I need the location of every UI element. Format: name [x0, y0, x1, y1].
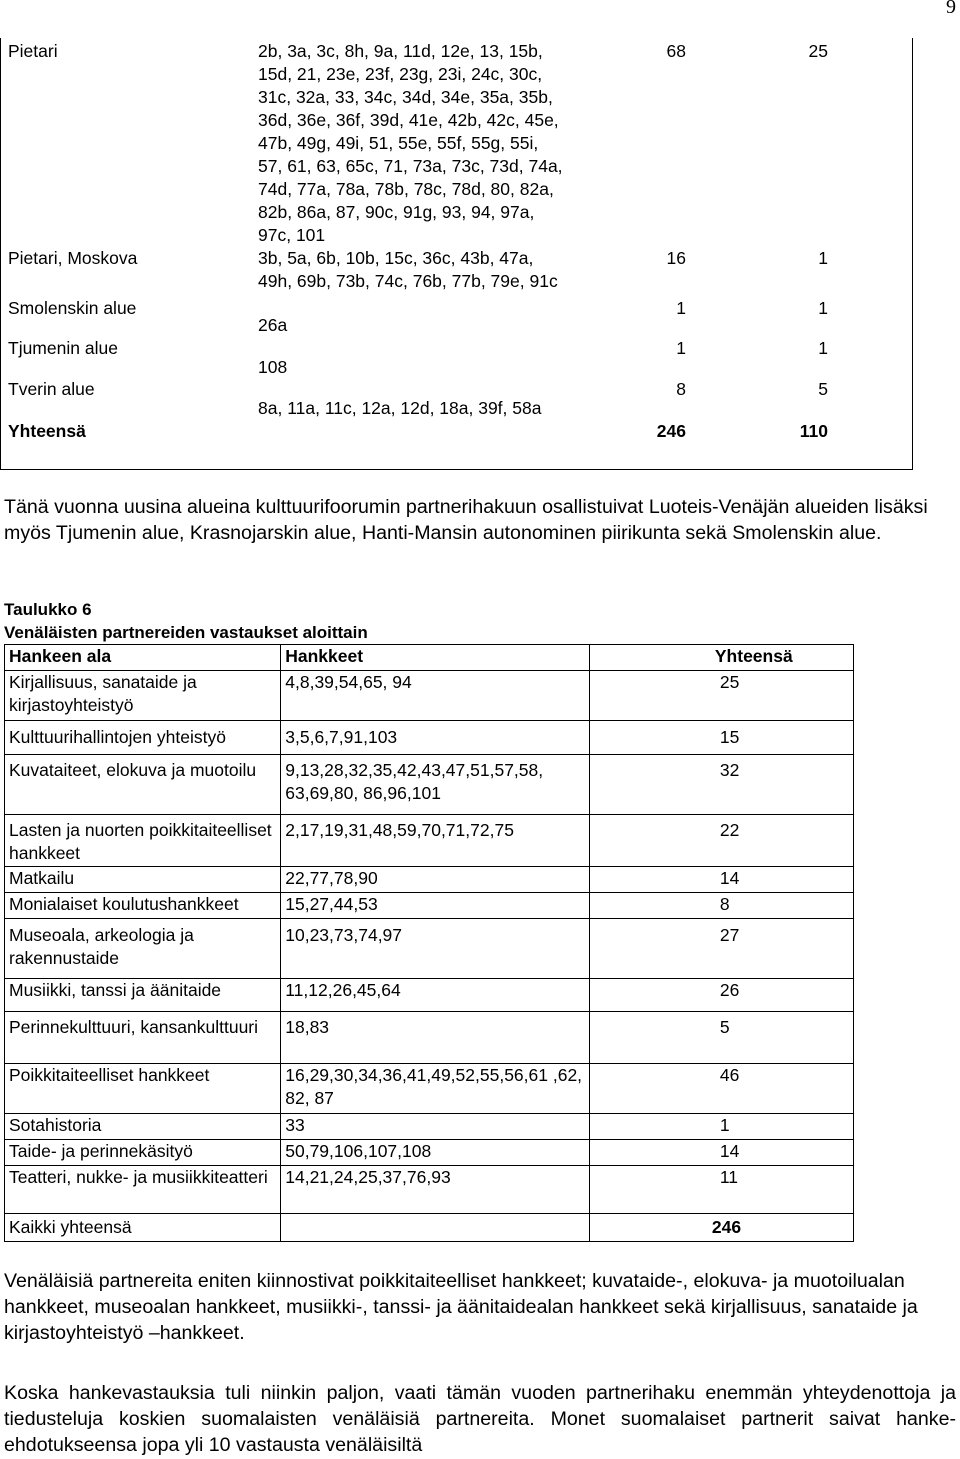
region-projects	[258, 397, 618, 420]
cell-total: 46	[589, 1064, 853, 1114]
total-label: Kaikki yhteensä	[5, 1214, 281, 1242]
table-row	[5, 755, 854, 815]
paragraph-interests: Venäläisiä partnereita eniten kiinnostivat poikkitaiteelliset hankkeet; kuvataide-, elokuva- ja muotoilualan hankkeet, museoalan hankkeet, musiikki-, tanssi- ja äänitaidealan hankkeet sekä kirjallisuus, sanataide ja kirjastoyhteistyö –hankkeet.	[4, 1270, 918, 1344]
paragraph-responses: Koska hankevastauksia tuli niinkin paljon, vaati tämän vuoden partnerihaku enemmän yhteydenottoja ja tiedusteluja koskien suomalaisten venäläisiä partnereita. Monet suomalaiset partnerit saivat hanke-ehdotukseensa jopa yli 10 vastausta venäläisiltä	[4, 1382, 956, 1456]
cell-total: 11	[589, 1166, 853, 1214]
region-name: Pietari, Moskova	[8, 248, 138, 268]
cell-total: 15	[589, 721, 853, 755]
cell-projects: 14,21,24,25,37,76,93	[281, 1166, 590, 1214]
cell-total: 8	[589, 893, 853, 919]
region-count-1: 68	[666, 41, 686, 61]
cell-projects: 33	[281, 1114, 590, 1140]
projects-line: 26a	[258, 315, 288, 335]
total-empty-cell	[281, 1214, 590, 1242]
cell-projects: 18,83	[281, 1012, 590, 1064]
projects-line: 3b, 5a, 6b, 10b, 15c, 36c, 43b, 47a,	[258, 248, 534, 268]
cell-field: Perinnekulttuuri, kansankulttuuri	[5, 1012, 281, 1064]
projects-line: 82b, 86a, 87, 90c, 91g, 93, 94, 97a,	[258, 202, 535, 222]
cell-field: Musiikki, tanssi ja äänitaide	[5, 979, 281, 1012]
cell-field: Museoala, arkeologia ja rakennustaide	[5, 919, 281, 979]
projects-line: 47b, 49g, 49i, 51, 55e, 55f, 55g, 55i,	[258, 133, 539, 153]
table-row	[5, 1012, 854, 1064]
projects-line: 31c, 32a, 33, 34c, 34d, 34e, 35a, 35b,	[258, 87, 553, 107]
region-count-2: 5	[818, 379, 828, 399]
cell-field: Taide- ja perinnekäsityö	[5, 1140, 281, 1166]
cell-total: 14	[589, 1140, 853, 1166]
projects-line: 49h, 69b, 73b, 74c, 76b, 77b, 79e, 91c	[258, 271, 558, 291]
projects-line: 108	[258, 357, 288, 377]
cell-field: Sotahistoria	[5, 1114, 281, 1140]
table-row	[5, 1064, 854, 1114]
cell-projects: 15,27,44,53	[281, 893, 590, 919]
projects-line: 36d, 36e, 36f, 39d, 41e, 42b, 42c, 45e,	[258, 110, 559, 130]
cell-field: Kulttuurihallintojen yhteistyö	[5, 721, 281, 755]
cell-total: 25	[589, 671, 853, 721]
table-row	[5, 919, 854, 979]
region-name: Tjumenin alue	[8, 338, 118, 358]
cell-projects: 11,12,26,45,64	[281, 979, 590, 1012]
table-row	[5, 1140, 854, 1166]
page-number: 9	[946, 0, 956, 18]
cell-field: Matkailu	[5, 867, 281, 893]
header-field: Hankeen ala	[5, 645, 281, 671]
cell-projects: 16,29,30,34,36,41,49,52,55,56,61 ,62, 82, 87	[281, 1064, 590, 1114]
table-row	[5, 1166, 854, 1214]
region-count-1: 1	[676, 338, 686, 358]
region-count-2: 1	[818, 298, 828, 318]
cell-field: Teatteri, nukke- ja musiikkiteatteri	[5, 1166, 281, 1214]
cell-field: Lasten ja nuorten poikkitaiteelliset hankkeet	[5, 815, 281, 867]
projects-line: 8a, 11a, 11c, 12a, 12d, 18a, 39f, 58a	[258, 398, 542, 418]
cell-total: 22	[589, 815, 853, 867]
total-count-2: 110	[799, 421, 828, 441]
cell-projects: 4,8,39,54,65, 94	[281, 671, 590, 721]
table-border-right	[912, 38, 913, 469]
cell-field: Kuvataiteet, elokuva ja muotoilu	[5, 755, 281, 815]
table-row	[5, 979, 854, 1012]
table6	[4, 644, 854, 1242]
region-count-1: 8	[676, 379, 686, 399]
region-projects	[258, 40, 618, 247]
table-row	[5, 893, 854, 919]
projects-line: 97c, 101	[258, 225, 326, 245]
projects-line: 74d, 77a, 78a, 78b, 78c, 78d, 80, 82a,	[258, 179, 554, 199]
table6-caption: Taulukko 6	[4, 600, 92, 619]
cell-projects: 3,5,6,7,91,103	[281, 721, 590, 755]
cell-projects: 22,77,78,90	[281, 867, 590, 893]
region-count-1: 16	[666, 248, 686, 268]
cell-projects: 10,23,73,74,97	[281, 919, 590, 979]
projects-line: 2b, 3a, 3c, 8h, 9a, 11d, 12e, 13, 15b,	[258, 41, 543, 61]
cell-total: 5	[589, 1012, 853, 1064]
table6-header-row	[5, 645, 854, 671]
cell-projects: 50,79,106,107,108	[281, 1140, 590, 1166]
region-count-2: 1	[818, 248, 828, 268]
region-count-2: 1	[818, 338, 828, 358]
paragraph-new-regions: Tänä vuonna uusina alueina kulttuurifoorumin partnerihakuun osallistuivat Luoteis-Venäjän alueiden lisäksi myös Tjumenin alue, Krasnojarskin alue, Hanti-Mansin autonominen piirikunta sekä Smolenskin alue.	[4, 496, 928, 544]
total-label: Yhteensä	[8, 421, 86, 441]
region-table	[0, 38, 913, 470]
projects-line: 57, 61, 63, 65c, 71, 73a, 73c, 73d, 74a,	[258, 156, 563, 176]
cell-field: Poikkitaiteelliset hankkeet	[5, 1064, 281, 1114]
cell-total: 14	[589, 867, 853, 893]
cell-total: 1	[589, 1114, 853, 1140]
total-count-1: 246	[656, 421, 686, 441]
region-projects	[258, 314, 618, 337]
header-total: Yhteensä	[589, 645, 853, 671]
cell-total: 27	[589, 919, 853, 979]
cell-field: Monialaiset koulutushankkeet	[5, 893, 281, 919]
region-count-2: 25	[808, 41, 828, 61]
table-row	[5, 671, 854, 721]
table-border-left	[0, 38, 1, 469]
table6-total-row	[5, 1214, 854, 1242]
region-name: Smolenskin alue	[8, 298, 137, 318]
region-projects	[258, 356, 618, 379]
table-row	[5, 721, 854, 755]
cell-total: 26	[589, 979, 853, 1012]
table6-subcaption: Venäläisten partnereiden vastaukset aloittain	[4, 623, 368, 642]
table-row	[5, 867, 854, 893]
region-count-1: 1	[676, 298, 686, 318]
cell-projects: 2,17,19,31,48,59,70,71,72,75	[281, 815, 590, 867]
table-row	[5, 1114, 854, 1140]
table-row	[5, 815, 854, 867]
region-name: Tverin alue	[8, 379, 95, 399]
cell-total: 32	[589, 755, 853, 815]
region-name: Pietari	[8, 41, 58, 61]
cell-projects: 9,13,28,32,35,42,43,47,51,57,58, 63,69,80, 86,96,101	[281, 755, 590, 815]
total-value: 246	[589, 1214, 853, 1242]
cell-field: Kirjallisuus, sanataide ja kirjastoyhteistyö	[5, 671, 281, 721]
region-projects	[258, 247, 618, 293]
header-projects: Hankkeet	[281, 645, 590, 671]
projects-line: 15d, 21, 23e, 23f, 23g, 23i, 24c, 30c,	[258, 64, 543, 84]
